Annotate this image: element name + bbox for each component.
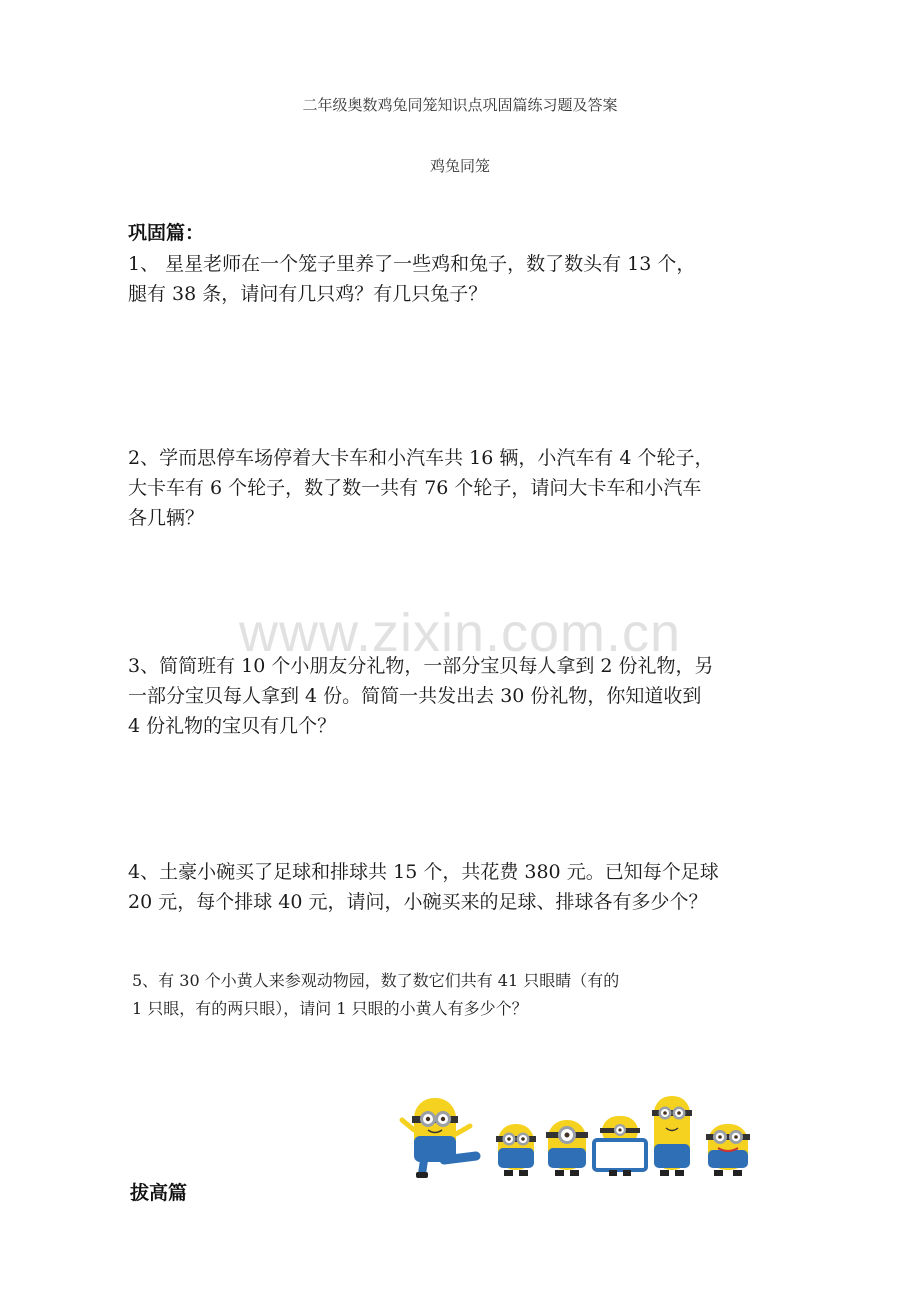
question-4: 4、土豪小碗买了足球和排球共 15 个，共花费 380 元。已知每个足球 20 元，每个排球 40 元，请问，小碗买来的足球、排球各有多少个？ <box>128 861 719 913</box>
page-title: 二年级奥数鸡兔同笼知识点巩固篇练习题及答案 <box>302 96 618 114</box>
section-heading: 巩固篇： <box>128 222 205 244</box>
minion-tall-icon <box>652 1096 692 1176</box>
page-subtitle: 鸡兔同笼 <box>429 157 490 175</box>
minions-illustration <box>400 1090 755 1180</box>
question-1: 1、 星星老师在一个笼子里养了一些鸡和兔子，数了数头有 13 个， 腿有 38 条，请问有几只鸡？有几只兔子？ <box>128 253 696 305</box>
question-2: 2、学而思停车场停着大卡车和小汽车共 16 辆，小汽车有 4 个轮子， 大卡车有 6 个轮子，数了数一共有 76 个轮子，请问大卡车和小汽车 各几辆？ <box>128 447 714 529</box>
question-5: 5、有 30 个小黄人来参观动物园，数了数它们共有 41 只眼睛（有的 1 只眼，有的两只眼），请问 1 只眼的小黄人有多少个？ <box>132 971 620 1018</box>
minion-waving-icon <box>402 1098 476 1178</box>
question-3: 3、简简班有 10 个小朋友分礼物，一部分宝贝每人拿到 2 份礼物，另 一部分宝贝每人拿到 4 份。简简一共发出去 30 份礼物，你知道收到 4 份礼物的宝贝有几个？ <box>128 655 714 737</box>
watermark: www.zixin.com.cn <box>238 603 682 663</box>
minion-small-icon <box>496 1124 536 1176</box>
minion-one-eye-icon <box>546 1120 588 1176</box>
minion-with-board-icon <box>594 1116 646 1176</box>
minion-grinning-icon <box>706 1124 750 1176</box>
next-section-heading-cut <box>130 1172 202 1204</box>
next-section-heading: 拔高篇 <box>130 1182 188 1204</box>
